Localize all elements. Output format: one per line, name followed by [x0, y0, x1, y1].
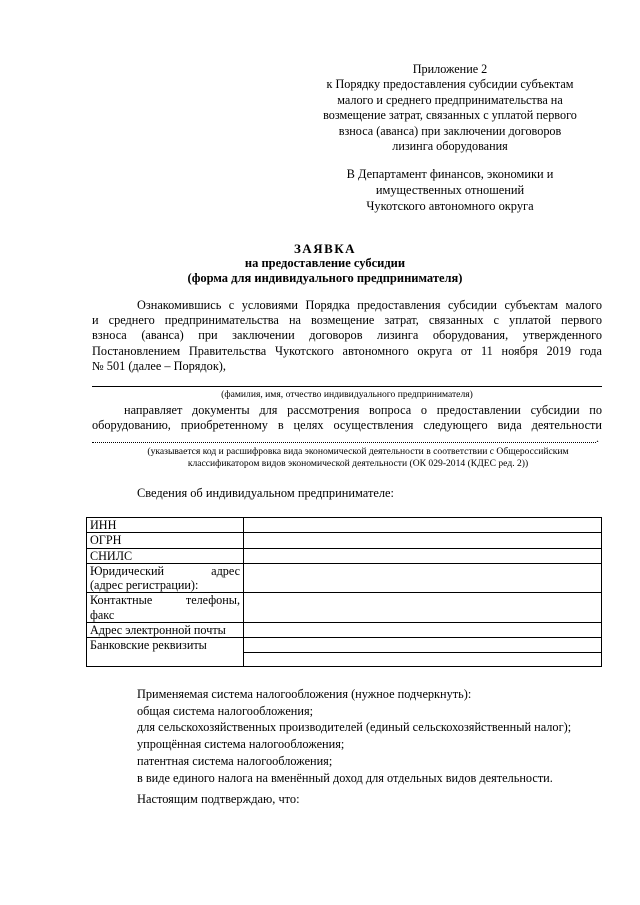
appendix-line: лизинга оборудования — [392, 139, 508, 154]
direction-line: оборудованию, приобретенному в целях осуществления следующего вида деятельности — [92, 418, 602, 433]
bank-value-cell[interactable] — [244, 638, 602, 653]
email-label: Адрес электронной почты — [87, 623, 244, 638]
phones-label — [87, 593, 244, 623]
intro-line: Ознакомившись с условиями Порядка предоставления субсидии субъектам малого — [137, 298, 602, 312]
snils-label: СНИЛС — [87, 548, 244, 563]
addressee-line: имущественных отношений — [375, 183, 525, 197]
snils-value-cell[interactable] — [244, 548, 602, 563]
appendix-line: возмещение затрат, связанных с уплатой первого — [323, 108, 577, 123]
appendix-line: малого и среднего предпринимательства на — [337, 92, 563, 107]
tax-option[interactable]: общая система налогообложения; — [137, 703, 314, 718]
ogrn-label: ОГРН — [87, 533, 244, 548]
addressee-line: В Департамент финансов, экономики и — [346, 167, 554, 181]
okved-caption-line: (указывается код и расшифровка вида экономической деятельности в соответствии с Общероссийским — [147, 446, 569, 457]
phones-label-line: Контактные телефоны, — [90, 593, 240, 608]
inn-value-cell[interactable] — [244, 518, 602, 533]
legal-address-label — [87, 563, 244, 593]
form-subtitle-type: (форма для индивидуального предпринимателя) — [187, 271, 463, 285]
ogrn-value-cell[interactable] — [244, 533, 602, 548]
inn-label: ИНН — [87, 518, 244, 533]
legal-address-label-line: Юридический адрес — [90, 563, 240, 578]
bank-value-cell-2[interactable] — [244, 652, 602, 667]
intro-line: и среднего предпринимательства на возмещение затрат, связанных с уплатой первого — [92, 313, 602, 328]
appendix-line: взноса (аванса) при заключении договоров — [338, 123, 562, 138]
intro-line: взноса (аванса) при заключении договоров лизинга оборудования, утвержденного — [92, 328, 602, 343]
appendix-block — [300, 62, 600, 154]
addressee-line: Чукотского автономного округа — [366, 199, 534, 213]
tax-heading: Применяемая система налогообложения (нужное подчеркнуть): — [137, 687, 472, 701]
email-value-cell[interactable] — [244, 623, 602, 638]
okved-caption — [112, 446, 604, 470]
fio-fill-line[interactable] — [92, 386, 602, 387]
table-row — [87, 533, 602, 548]
okved-caption-line: классификатором видов экономической деятельности (ОК 029-2014 (КДЕС ред. 2)) — [187, 458, 529, 469]
tax-option[interactable]: в виде единого налога на вменённый доход для отдельных видов деятельности. — [137, 770, 553, 785]
appendix-line: к Порядку предоставления субсидии субъектам — [326, 77, 574, 92]
fio-caption: (фамилия, имя, отчество индивидуального предпринимателя) — [221, 389, 473, 400]
direction-line: направляет документы для рассмотрения вопроса о предоставлении субсидии по — [124, 403, 602, 417]
tax-option[interactable]: упрощённая система налогообложения; — [137, 737, 345, 752]
legal-address-label-line: (адрес регистрации): — [90, 578, 199, 593]
table-row — [87, 518, 602, 533]
okved-fill-line[interactable] — [92, 442, 596, 443]
intro-line: Постановлением Правительства Чукотского автономного округа от 11 ноября 2019 года — [92, 343, 602, 358]
confirm-text: Настоящим подтверждаю, что: — [137, 792, 300, 806]
tax-system-list — [137, 686, 571, 786]
table-row — [87, 593, 602, 623]
tax-option[interactable]: патентная система налогообложения; — [137, 753, 333, 768]
entrepreneur-info-table — [86, 517, 602, 667]
form-title: ЗАЯВКА — [293, 241, 357, 256]
legal-address-value-cell[interactable] — [244, 563, 602, 593]
tax-option[interactable]: для сельскохозяйственных производителей (единый сельскохозяйственный налог); — [137, 720, 572, 735]
intro-line: № 501 (далее – Порядок), — [92, 358, 226, 373]
okved-end-mark: . — [596, 431, 599, 445]
table-row — [87, 623, 602, 638]
intro-paragraph — [92, 298, 602, 374]
info-heading: Сведения об индивидуальном предпринимателе: — [137, 486, 394, 500]
table-row — [87, 638, 602, 653]
addressee-block — [300, 166, 600, 214]
form-subtitle: на предоставление субсидии — [244, 256, 406, 270]
table-row — [87, 548, 602, 563]
appendix-line: Приложение 2 — [412, 62, 488, 76]
bank-label: Банковские реквизиты — [87, 638, 244, 667]
table-row — [87, 563, 602, 593]
direction-paragraph — [92, 403, 602, 433]
phones-value-cell[interactable] — [244, 593, 602, 623]
phones-label-line: факс — [90, 607, 115, 622]
